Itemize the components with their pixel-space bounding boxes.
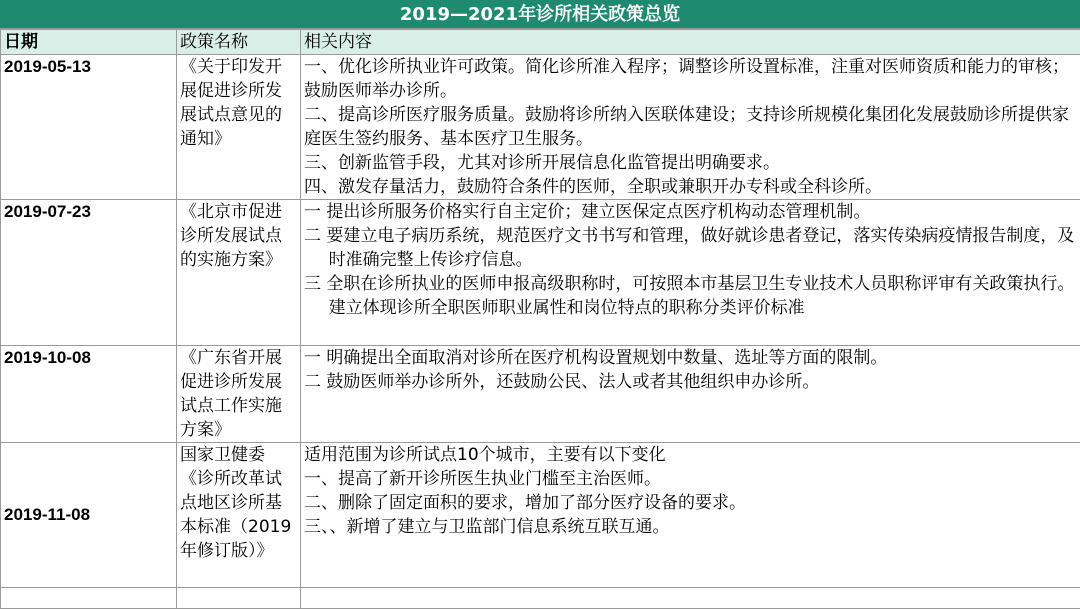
header-content[interactable]: 相关内容 bbox=[301, 30, 1080, 55]
date-cell[interactable]: 2019-05-13 bbox=[1, 55, 177, 200]
content-line: 一 提出诊所服务价格实行自主定价；建立医保定点医疗机构动态管理机制。 bbox=[304, 200, 1078, 224]
content-cell[interactable] bbox=[301, 346, 1080, 443]
policy-name-cell[interactable]: 《关于印发开展促进诊所发展试点意见的通知》 bbox=[177, 55, 301, 200]
content-line: 二、删除了固定面积的要求，增加了部分医疗设备的要求。 bbox=[304, 491, 1078, 515]
table-row bbox=[1, 588, 1080, 609]
table-row bbox=[1, 55, 1080, 200]
content-cell[interactable] bbox=[301, 443, 1080, 588]
table-row bbox=[1, 346, 1080, 443]
content-line: 一、优化诊所执业许可政策。简化诊所准入程序；调整诊所设置标准，注重对医师资质和能力的审核；鼓励医师举办诊所。 bbox=[304, 55, 1078, 103]
date-cell[interactable]: 2019-11-08 bbox=[1, 443, 177, 588]
date-cell[interactable]: 2019-07-23 bbox=[1, 200, 177, 346]
content-cell[interactable] bbox=[301, 200, 1080, 346]
table-row bbox=[1, 443, 1080, 588]
policy-table bbox=[0, 29, 1080, 609]
content-line: 一 明确提出全面取消对诊所在医疗机构设置规划中数量、选址等方面的限制。 bbox=[304, 346, 1078, 370]
table-title: 2019—2021年诊所相关政策总览 bbox=[0, 0, 1080, 29]
policy-name-cell[interactable]: 《北京市促进诊所发展试点的实施方案》 bbox=[177, 200, 301, 346]
date-cell[interactable]: 2019-10-08 bbox=[1, 346, 177, 443]
content-line: 四、激发存量活力，鼓励符合条件的医师，全职或兼职开办专科或全科诊所。 bbox=[304, 175, 1078, 199]
content-line: 三、、新增了建立与卫监部门信息系统互联互通。 bbox=[304, 515, 1078, 539]
content-cell[interactable] bbox=[301, 55, 1080, 200]
policy-name-cell[interactable] bbox=[177, 588, 301, 609]
date-cell[interactable] bbox=[1, 588, 177, 609]
content-line: 三、创新监管手段，尤其对诊所开展信息化监管提出明确要求。 bbox=[304, 151, 1078, 175]
header-name[interactable]: 政策名称 bbox=[177, 30, 301, 55]
content-line: 一、提高了新开诊所医生执业门槛至主治医师。 bbox=[304, 467, 1078, 491]
policy-name-cell[interactable]: 《广东省开展促进诊所发展试点工作实施方案》 bbox=[177, 346, 301, 443]
content-line: 二、提高诊所医疗服务质量。鼓励将诊所纳入医联体建设；支持诊所规模化集团化发展鼓励诊所提供家庭医生签约服务、基本医疗卫生服务。 bbox=[304, 103, 1078, 151]
header-date[interactable]: 日期 bbox=[1, 30, 177, 55]
policy-name-cell[interactable]: 国家卫健委《诊所改革试点地区诊所基本标准（2019年修订版）》 bbox=[177, 443, 301, 588]
content-line: 二 要建立电子病历系统，规范医疗文书书写和管理，做好就诊患者登记，落实传染病疫情报告制度，及时准确完整上传诊疗信息。 bbox=[304, 224, 1078, 272]
table-row bbox=[1, 200, 1080, 346]
content-line: 三 全职在诊所执业的医师申报高级职称时，可按照本市基层卫生专业技术人员职称评审有关政策执行。建立体现诊所全职医师职业属性和岗位特点的职称分类评价标准 bbox=[304, 272, 1078, 320]
content-line: 二 鼓励医师举办诊所外，还鼓励公民、法人或者其他组织申办诊所。 bbox=[304, 370, 1078, 394]
content-cell[interactable] bbox=[301, 588, 1080, 609]
content-line: 适用范围为诊所试点10个城市，主要有以下变化 bbox=[304, 443, 1078, 467]
header-row bbox=[1, 30, 1080, 55]
